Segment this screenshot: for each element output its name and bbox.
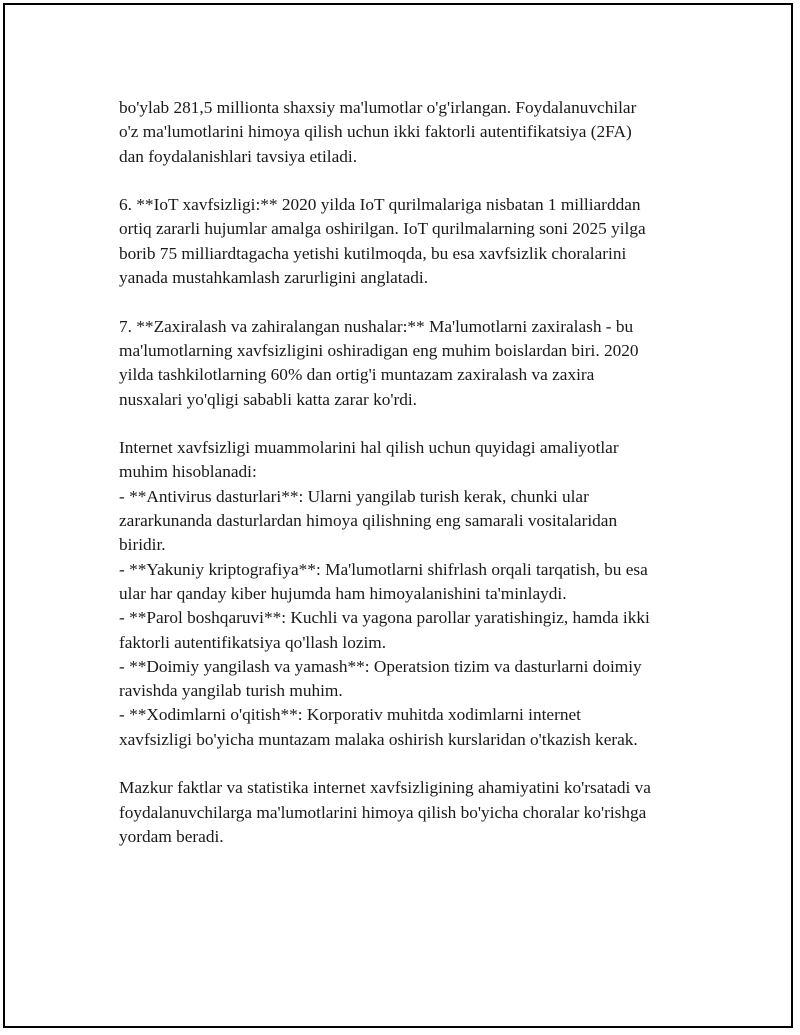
paragraph-backup [119, 315, 699, 412]
text-line: ular har qanday kiber hujumda ham himoyalanishini ta'minlaydi. [119, 583, 567, 603]
text-line: yordam beradi. [119, 826, 224, 846]
text-line: dan foydalanishlari tavsiya etiladi. [119, 146, 358, 166]
paragraph-conclusion [119, 776, 699, 849]
document-page [3, 3, 793, 1028]
text-line: o'z ma'lumotlarini himoya qilish uchun ikki faktorli autentifikatsiya (2FA) [119, 122, 632, 142]
text-line: Internet xavfsizligi muammolarini hal qilish uchun quyidagi amaliyotlar [119, 438, 619, 458]
text-line: bo'ylab 281,5 millionta shaxsiy ma'lumotlar o'g'irlangan. Foydalanuvchilar [119, 98, 637, 117]
text-line: 7. **Zaxiralash va zahiralangan nushalar:** Ma'lumotlarni zaxiralash - bu [119, 316, 634, 336]
text-line: 6. **IoT xavfsizligi:** 2020 yilda IoT qurilmalariga nisbatan 1 milliarddan [119, 195, 641, 215]
text-line: yanada mustahkamlash zarurligini anglatadi. [119, 268, 429, 288]
text-line: zararkunanda dasturlardan himoya qilishning eng samarali vositalaridan [119, 511, 618, 531]
list-item: - **Xodimlarni o'qitish**: Korporativ muhitda xodimlarni internet [119, 705, 581, 725]
document-body [119, 96, 699, 874]
paragraph-2fa-advice [119, 96, 699, 169]
text-line: muhim hisoblanadi: [119, 462, 257, 482]
list-item: - **Parol boshqaruvi**: Kuchli va yagona parollar yaratishingiz, hamda ikki [119, 608, 650, 628]
list-item: - **Yakuniy kriptografiya**: Ma'lumotlarni shifrlash orqali tarqatish, bu esa [119, 559, 648, 579]
text-line: foydalanuvchilarga ma'lumotlarini himoya qilish bo'yicha choralar ko'rishga [119, 802, 647, 822]
list-item: - **Doimiy yangilash va yamash**: Operatsion tizim va dasturlarni doimiy [119, 656, 642, 676]
text-line: ravishda yangilab turish muhim. [119, 681, 343, 701]
text-line: ma'lumotlarning xavfsizligini oshiradigan eng muhim boislardan biri. 2020 [119, 340, 639, 360]
list-item: - **Antivirus dasturlari**: Ularni yangilab turish kerak, chunki ular [119, 486, 589, 506]
text-line: yilda tashkilotlarning 60% dan ortig'i muntazam zaxiralash va zaxira [119, 365, 595, 385]
text-line: nusxalari yo'qligi sababli katta zarar ko'rdi. [119, 389, 417, 409]
text-line: xavfsizligi bo'yicha muntazam malaka oshirish kurslaridan o'tkazish kerak. [119, 729, 638, 749]
paragraph-iot-security [119, 193, 699, 290]
text-line: Mazkur faktlar va statistika internet xavfsizligining ahamiyatini ko'rsatadi va [119, 778, 651, 798]
text-line: faktorli autentifikatsiya qo'llash lozim. [119, 632, 387, 652]
text-line: biridir. [119, 535, 166, 555]
text-line: borib 75 milliardtagacha yetishi kutilmoqda, bu esa xavfsizlik choralarini [119, 243, 627, 263]
text-line: ortiq zararli hujumlar amalga oshirilgan. IoT qurilmalarning soni 2025 yilga [119, 219, 646, 239]
paragraph-practices-list [119, 436, 699, 752]
